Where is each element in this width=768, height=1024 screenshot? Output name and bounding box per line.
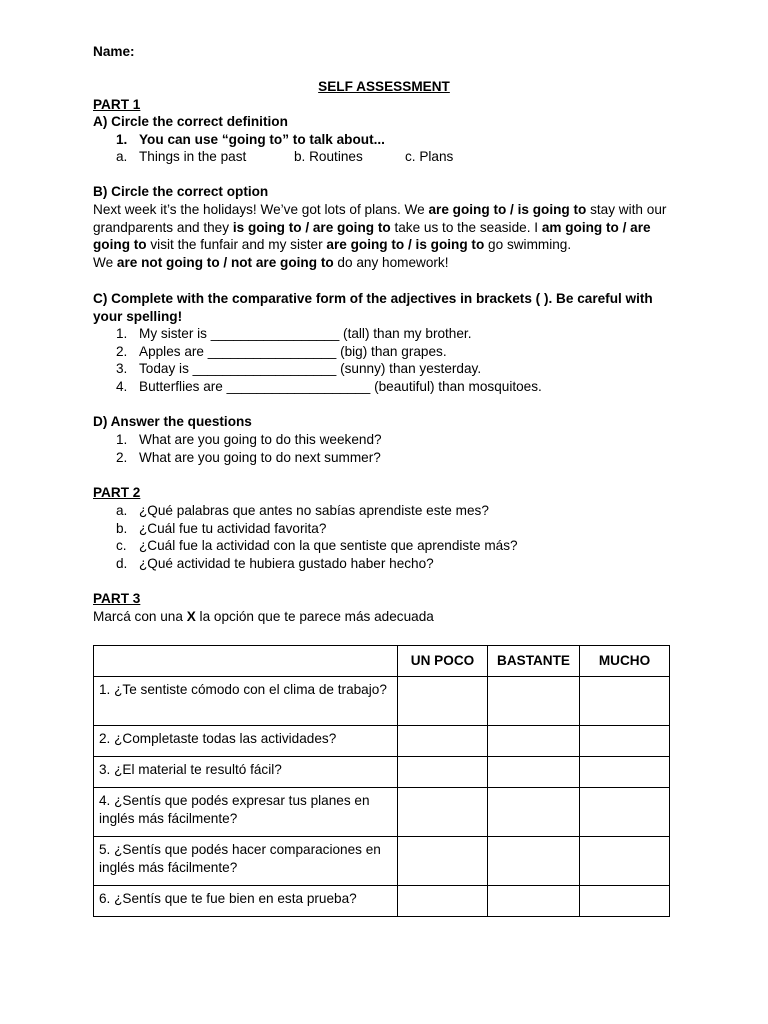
c-item-number: 1.: [116, 326, 128, 341]
b-choice-1: are going to / is going to: [428, 202, 587, 217]
part1-d-heading: D) Answer the questions: [93, 414, 252, 429]
answer-cell-bastante[interactable]: [488, 677, 580, 726]
part1-a-question: You can use “going to” to talk about...: [139, 132, 385, 147]
b-text-6: We: [93, 254, 117, 270]
answer-cell-bastante[interactable]: [488, 726, 580, 757]
table-row: [94, 788, 670, 837]
b-text-4: visit the funfair and my sister: [146, 237, 327, 252]
answer-cell-bastante[interactable]: [488, 837, 580, 886]
option-a: Things in the past: [139, 149, 247, 164]
b-choice-4: are going to / is going to: [326, 237, 485, 252]
d-item-number: 1.: [116, 432, 128, 447]
d-item-text: What are you going to do this weekend?: [139, 432, 382, 447]
part1-b-paragraph: [93, 201, 683, 271]
table-row: [94, 677, 670, 726]
answer-cell-un-poco[interactable]: [398, 677, 488, 726]
part2-item-letter: d.: [116, 556, 128, 571]
c-item-number: 4.: [116, 379, 128, 394]
b-choice-5: are not going to / not are going to: [116, 254, 334, 270]
b-text-1: Next week it’s the holidays! We’ve got lots of plans. We: [93, 202, 429, 217]
part2-item-text: ¿Cuál fue la actividad con la que sentiste que aprendiste más?: [139, 538, 518, 553]
answer-cell-bastante[interactable]: [488, 886, 580, 917]
part3-instruction: [93, 608, 434, 626]
answer-cell-un-poco[interactable]: [398, 757, 488, 788]
part2-item-letter: c.: [116, 538, 127, 553]
part2-item-text: ¿Qué actividad te hubiera gustado haber hecho?: [139, 556, 434, 571]
part1-heading: PART 1: [93, 97, 141, 112]
answer-cell-mucho[interactable]: [580, 726, 670, 757]
c-item-number: 3.: [116, 361, 128, 376]
answer-cell-mucho[interactable]: [580, 837, 670, 886]
table-row: [94, 757, 670, 788]
question-cell: 1. ¿Te sentiste cómodo con el clima de trabajo?: [94, 677, 398, 726]
answer-cell-bastante[interactable]: [488, 757, 580, 788]
column-header: BASTANTE: [488, 646, 580, 677]
part2-item-letter: b.: [116, 521, 128, 536]
answer-cell-un-poco[interactable]: [398, 886, 488, 917]
option-b: b. Routines: [294, 149, 363, 164]
part1-c-heading: C) Complete with the comparative form of the adjectives in brackets ( ). Be careful with your spelling!: [93, 291, 653, 324]
b-text-2: stay with our grandparents and they: [93, 202, 667, 235]
question-cell: 3. ¿El material te resultó fácil?: [94, 757, 398, 788]
answer-cell-bastante[interactable]: [488, 788, 580, 837]
option-a-number: a.: [116, 149, 128, 164]
b-choice-2: is going to / are going to: [232, 219, 391, 235]
column-header: UN POCO: [398, 646, 488, 677]
table-row: [94, 886, 670, 917]
table-header-row: [94, 646, 670, 677]
c-item-number: 2.: [116, 344, 128, 359]
c-item-text: My sister is _________________ (tall) than my brother.: [139, 326, 472, 341]
question-cell: 6. ¿Sentís que te fue bien en esta prueba?: [94, 886, 398, 917]
answer-cell-un-poco[interactable]: [398, 837, 488, 886]
c-item-text: Butterflies are ___________________ (beautiful) than mosquitoes.: [139, 379, 542, 394]
part2-item-text: ¿Cuál fue tu actividad favorita?: [139, 521, 327, 536]
part1-a-heading: A) Circle the correct definition: [93, 114, 288, 129]
part1-b-heading: B) Circle the correct option: [93, 184, 269, 199]
table-row: [94, 837, 670, 886]
instruction-post: la opción que te parece más adecuada: [195, 609, 434, 624]
instruction-pre: Marcá con una: [93, 609, 187, 624]
answer-cell-mucho[interactable]: [580, 788, 670, 837]
table-row: [94, 726, 670, 757]
b-text-3: take us to the seaside. I: [390, 219, 542, 235]
part3-heading: PART 3: [93, 591, 141, 606]
question-cell: 2. ¿Completaste todas las actividades?: [94, 726, 398, 757]
d-item-text: What are you going to do next summer?: [139, 450, 381, 465]
question-cell: 5. ¿Sentís que podés hacer comparaciones en inglés más fácilmente?: [94, 837, 398, 886]
b-text-7: do any homework!: [333, 254, 449, 270]
part2-item-text: ¿Qué palabras que antes no sabías aprendiste este mes?: [139, 503, 489, 518]
part1-a-question-number: 1.: [116, 132, 128, 147]
table-header-blank: [94, 646, 398, 677]
part2-item-letter: a.: [116, 503, 128, 518]
column-header: MUCHO: [580, 646, 670, 677]
answer-cell-un-poco[interactable]: [398, 726, 488, 757]
part2-heading: PART 2: [93, 485, 141, 500]
option-c: c. Plans: [405, 149, 454, 164]
b-text-5: go swimming.: [484, 237, 572, 252]
page-title: SELF ASSESSMENT: [318, 79, 450, 94]
b-choice-3: am going to / are going to: [93, 219, 651, 252]
self-assessment-table: [93, 645, 670, 917]
answer-cell-mucho[interactable]: [580, 757, 670, 788]
c-item-text: Apples are _________________ (big) than grapes.: [139, 344, 447, 359]
answer-cell-un-poco[interactable]: [398, 788, 488, 837]
question-cell: 4. ¿Sentís que podés expresar tus planes en inglés más fácilmente?: [94, 788, 398, 837]
name-label: Name:: [93, 44, 135, 59]
d-item-number: 2.: [116, 450, 128, 465]
answer-cell-mucho[interactable]: [580, 886, 670, 917]
answer-cell-mucho[interactable]: [580, 677, 670, 726]
instruction-x: X: [186, 609, 196, 624]
c-item-text: Today is ___________________ (sunny) than yesterday.: [139, 361, 482, 376]
